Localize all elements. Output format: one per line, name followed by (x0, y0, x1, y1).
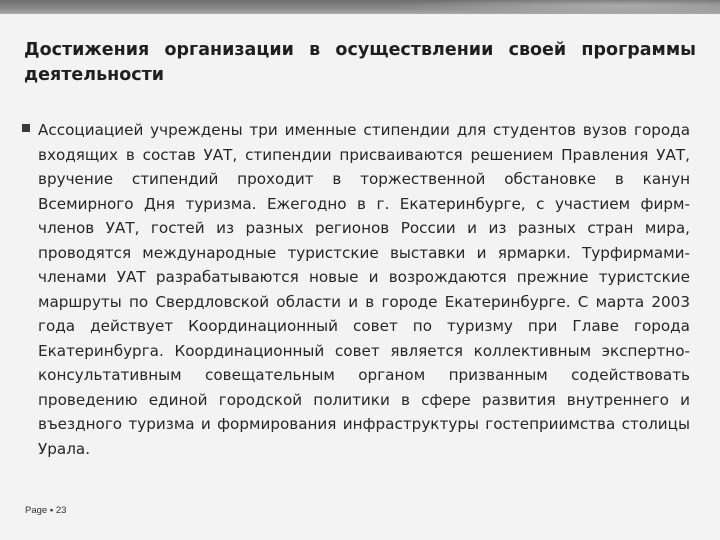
slide-content (38, 118, 690, 461)
slide-title: Достижения организации в осуществлении своей программы деятельности (24, 40, 696, 85)
top-bar-highlight (390, 0, 720, 14)
bullet-paragraph: Ассоциацией учреждены три именные стипендии для студентов вузов города входящих в состав УАТ, стипендии присваиваются решением Правления УАТ, вручение стипендий проходит в торжественной обстановке в канун Всемирного Дня туризма. Ежегодно в г. Екатеринбурге, с участием фирм-членов УАТ, гостей из разных регионов России и из разных стран мира, проводятся международные туристские выставки и ярмарки. Турфирмами-членами УАТ разрабатываются новые и возрождаются прежние туристские маршруты по Свердловской области и в городе Екатеринбурге. С марта 2003 года действует Координационный совет по туризму при Главе города Екатеринбурга. Координационный совет является коллективным экспертно-консультативным совещательным органом призванным содействовать проведению единой городской политики в сфере развития внутреннего и въездного туризма и формирования инфраструктуры гостеприимства столицы Урала. (38, 121, 690, 458)
page-number: Page ▪ 23 (25, 505, 67, 516)
top-decorative-bar (0, 0, 720, 14)
square-bullet-icon (22, 124, 30, 132)
